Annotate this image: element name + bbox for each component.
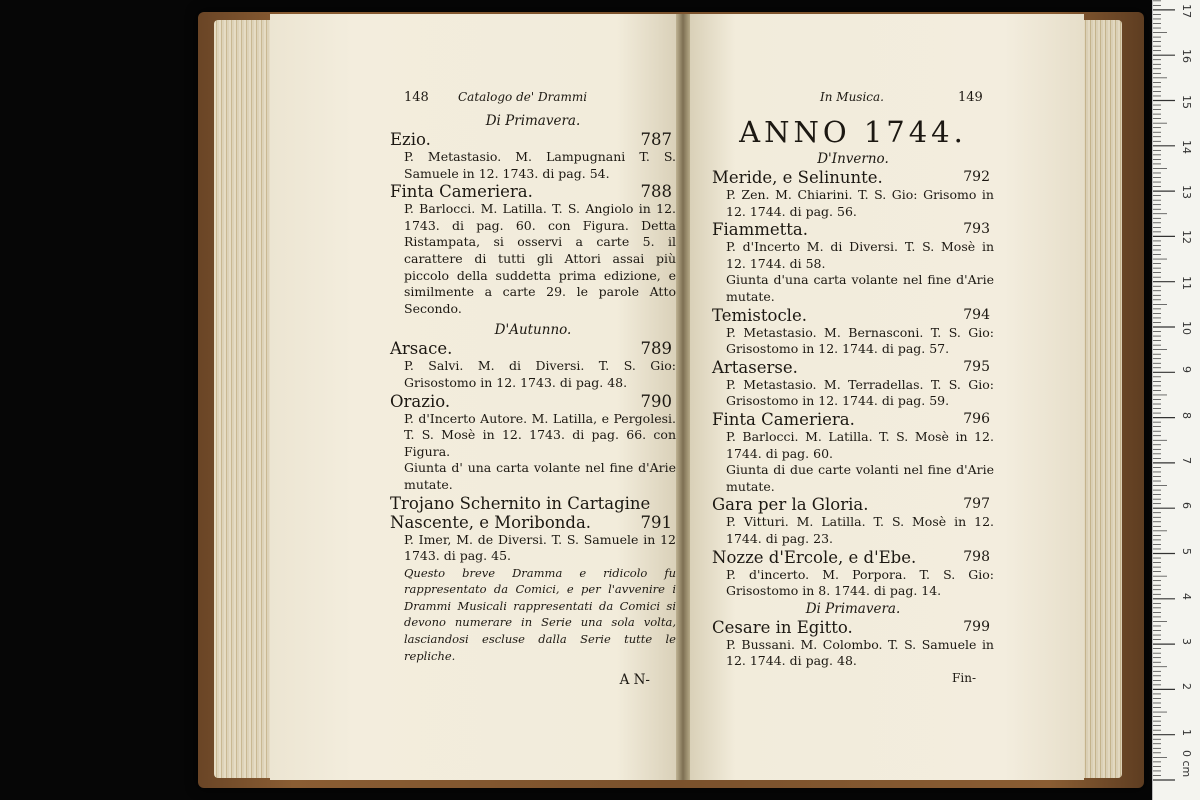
entry-title [390, 494, 676, 532]
entry-name: Artaserse. [712, 357, 798, 377]
catchword: Fin- [952, 670, 976, 685]
ruler-label: 9 [1180, 366, 1193, 374]
ruler-label: 0 cm [1180, 750, 1193, 778]
entry-name: Finta Cameriera. [390, 182, 533, 202]
ruler-label: 15 [1180, 94, 1193, 109]
entry-name: Ezio. [390, 130, 431, 149]
ruler-label: 7 [1180, 456, 1193, 464]
entry-number: 797 [963, 496, 990, 513]
entry-title [712, 495, 994, 514]
entry-note: Giunta di due carte volanti nel fine d'Arie mutate. [726, 462, 994, 494]
entry-title [712, 358, 994, 377]
entry-body: P. Salvi. M. di Diversi. T. S. Gio: Grisostomo in 12. 1743. di pag. 48. [404, 358, 676, 390]
entry-name: Orazio. [390, 391, 451, 411]
entry-number: 796 [963, 410, 990, 427]
entry-name: Meride, e Selinunte. [712, 168, 883, 187]
entry-title [712, 618, 994, 637]
entry-name: Arsace. [390, 339, 453, 359]
entry-title [712, 220, 994, 239]
entry-note: Giunta d' una carta volante nel fine d'Arie mutate. [404, 460, 676, 492]
catchword: A N- [619, 672, 650, 689]
ruler-ticks [1153, 0, 1200, 800]
entry-name: Fiammetta. [712, 220, 808, 240]
left-running-head: Catalogo de' Drammi [458, 90, 588, 104]
entry-number: 793 [963, 221, 990, 238]
entry-note: Giunta d'una carta volante nel fine d'Arie mutate. [726, 272, 994, 304]
season-heading: Di Primavera. [805, 600, 901, 617]
entry-title [712, 306, 994, 325]
season-heading: Di Primavera. [485, 113, 581, 129]
entry-number: 794 [963, 306, 990, 323]
ruler-label: 8 [1180, 411, 1193, 419]
left-folio: 148 [404, 90, 429, 105]
entry-title [712, 410, 994, 429]
ruler-label: 10 [1180, 321, 1193, 335]
entry-body: P. Barlocci. M. Latilla. T. S. Mosè in 12. 1744. di pag. 60. [726, 428, 994, 461]
entry-body: P. Imer, M. de Diversi. T. S. Samuele in 12 1743. di pag. 45. [404, 531, 676, 564]
entry-body: P. Bussani. M. Colombo. T. S. Samuele in 12. 1744. di pag. 48. [726, 636, 994, 669]
entry-name: Cesare in Egitto. [712, 617, 853, 637]
entry-title [390, 339, 676, 358]
right-running-head: In Musica. [820, 90, 884, 104]
ruler-label: 11 [1180, 275, 1193, 290]
entry-number: 798 [963, 548, 990, 565]
season-heading: D'Inverno. [817, 151, 889, 167]
right-folio: 149 [958, 90, 983, 105]
entry-number: 791 [640, 512, 672, 532]
ruler-label: 2 [1180, 683, 1193, 691]
entry-name: Trojano Schernito in Cartagine Nascente, e Moribonda. [390, 493, 651, 532]
entry-body: P. d'Incerto M. di Diversi. T. S. Mosè in 12. 1744. di 58. [726, 239, 994, 271]
entry-name: Finta Cameriera. [712, 409, 855, 429]
entry-body: P. d'Incerto Autore. M. Latilla, e Pergolesi. T. S. Mosè in 12. 1743. di pag. 66. con Figura. [404, 410, 676, 459]
entry-number: 789 [640, 339, 672, 359]
entry-title [390, 182, 676, 201]
entry-body: P. Zen. M. Chiarini. T. S. Gio: Grisomo in 12. 1744. di pag. 56. [726, 187, 994, 219]
entry-number: 787 [640, 130, 672, 149]
right-text-column [712, 112, 994, 686]
entry-number: 790 [640, 391, 672, 411]
page-edges-left [214, 20, 274, 778]
entry-title [390, 392, 676, 411]
entry-number: 792 [963, 169, 990, 185]
entry-body: P. d'incerto. M. Porpora. T. S. Gio: Grisostomo in 8. 1744. di pag. 14. [726, 566, 994, 599]
ruler-label: 16 [1180, 49, 1193, 64]
entry-name: Gara per la Gloria. [712, 495, 869, 515]
entry-body: P. Vitturi. M. Latilla. T. S. Mosè in 12. 1744. di pag. 23. [726, 514, 994, 546]
entry-title [712, 168, 994, 187]
entry-body: P. Metastasio. M. Lampugnani T. S. Samuele in 12. 1743. di pag. 54. [404, 149, 676, 181]
entry-body: P. Barlocci. M. Latilla. T. S. Angiolo in 12. 1743. di pag. 60. con Figura. Detta Ristampata, si osservi a carte 5. il carattere di tutti gli Attori assai più piccolo della suddetta prima edizione, e similmente a carte 29. le parole Atto Secondo. [404, 201, 676, 316]
entry-body: P. Metastasio. M. Terradellas. T. S. Gio: Grisostomo in 12. 1744. di pag. 59. [726, 376, 994, 409]
entry-title [712, 548, 994, 567]
entry-number: 795 [963, 358, 990, 375]
page-edges-right [1078, 20, 1122, 778]
ruler-label: 6 [1180, 502, 1193, 510]
year-title: ANNO 1744. [739, 115, 967, 149]
season-heading: D'Autunno. [494, 322, 572, 339]
ruler-label: 14 [1180, 139, 1193, 154]
entry-note: Questo breve Dramma e ridicolo fu rappresentato da Comici, e per l'avvenire i Drammi Musicali rappresentati da Comici si devono numerare in Serie una sola volta, lasciandosi escluse dalla Serie tutte le repliche. [404, 565, 676, 663]
measuring-ruler [1152, 0, 1200, 800]
book-gutter [676, 14, 690, 780]
ruler-label: 17 [1180, 3, 1193, 18]
entry-number: 788 [640, 182, 672, 202]
entry-name: Temistocle. [712, 305, 807, 325]
ruler-label: 1 [1180, 728, 1193, 736]
ruler-label: 12 [1180, 230, 1193, 245]
entry-number: 799 [963, 618, 990, 635]
entry-name: Nozze d'Ercole, e d'Ebe. [712, 547, 917, 567]
ruler-label: 5 [1180, 547, 1193, 555]
ruler-label: 13 [1180, 185, 1193, 200]
entry-title [390, 130, 676, 149]
ruler-label: 4 [1180, 592, 1193, 600]
left-text-column [390, 112, 676, 689]
ruler-label: 3 [1180, 638, 1193, 646]
entry-body: P. Metastasio. M. Bernasconi. T. S. Gio: Grisostomo in 12. 1744. di pag. 57. [726, 324, 994, 357]
